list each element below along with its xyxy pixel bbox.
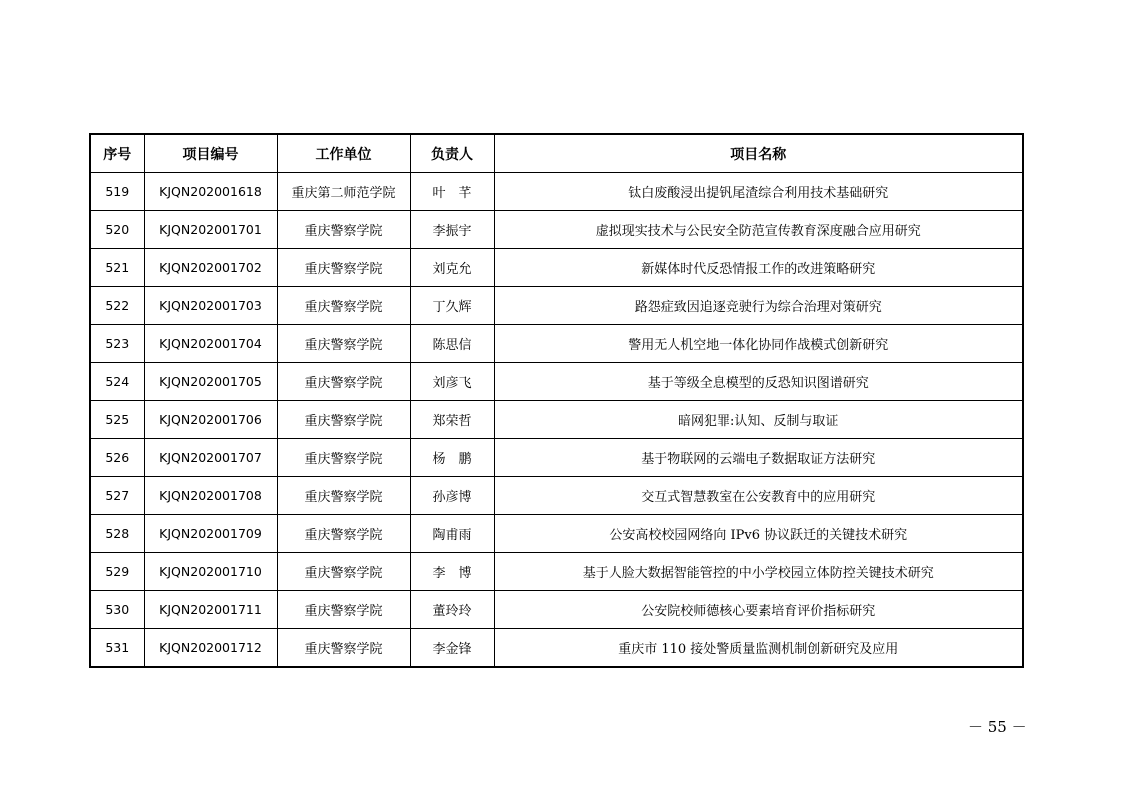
table-row xyxy=(90,211,1023,249)
cell-serial: 527 xyxy=(90,477,144,515)
cell-project-name: 警用无人机空地一体化协同作战模式创新研究 xyxy=(494,325,1023,363)
cell-work-unit: 重庆警察学院 xyxy=(277,211,410,249)
table-row xyxy=(90,629,1023,668)
table-header-row xyxy=(90,134,1023,173)
table-row xyxy=(90,553,1023,591)
cell-work-unit: 重庆警察学院 xyxy=(277,477,410,515)
header-work-unit: 工作单位 xyxy=(277,134,410,173)
cell-serial: 530 xyxy=(90,591,144,629)
cell-project-name: 新媒体时代反恐情报工作的改进策略研究 xyxy=(494,249,1023,287)
cell-project-code: KJQN202001704 xyxy=(144,325,277,363)
cell-project-name: 交互式智慧教室在公安教育中的应用研究 xyxy=(494,477,1023,515)
cell-project-code: KJQN202001709 xyxy=(144,515,277,553)
cell-serial: 521 xyxy=(90,249,144,287)
cell-work-unit: 重庆警察学院 xyxy=(277,401,410,439)
cell-project-name: 公安高校校园网络向 IPv6 协议跃迁的关键技术研究 xyxy=(494,515,1023,553)
table-row xyxy=(90,477,1023,515)
table-row xyxy=(90,591,1023,629)
cell-project-code: KJQN202001712 xyxy=(144,629,277,668)
cell-project-code: KJQN202001618 xyxy=(144,173,277,211)
cell-project-name: 路怨症致因追逐竞驶行为综合治理对策研究 xyxy=(494,287,1023,325)
table-row xyxy=(90,401,1023,439)
cell-leader: 刘克允 xyxy=(410,249,494,287)
cell-serial: 520 xyxy=(90,211,144,249)
cell-project-code: KJQN202001705 xyxy=(144,363,277,401)
cell-project-code: KJQN202001711 xyxy=(144,591,277,629)
table-row xyxy=(90,363,1023,401)
cell-project-name: 重庆市 110 接处警质量监测机制创新研究及应用 xyxy=(494,629,1023,668)
cell-serial: 525 xyxy=(90,401,144,439)
cell-leader: 陶甫雨 xyxy=(410,515,494,553)
cell-project-code: KJQN202001702 xyxy=(144,249,277,287)
cell-work-unit: 重庆警察学院 xyxy=(277,249,410,287)
cell-leader: 郑荣哲 xyxy=(410,401,494,439)
cell-work-unit: 重庆警察学院 xyxy=(277,325,410,363)
cell-serial: 523 xyxy=(90,325,144,363)
table-row xyxy=(90,173,1023,211)
cell-leader: 李振宇 xyxy=(410,211,494,249)
header-leader: 负责人 xyxy=(410,134,494,173)
cell-leader: 刘彦飞 xyxy=(410,363,494,401)
header-project-code: 项目编号 xyxy=(144,134,277,173)
page-number: － 55 － xyxy=(968,718,1027,736)
cell-project-name: 基于人脸大数据智能管控的中小学校园立体防控关键技术研究 xyxy=(494,553,1023,591)
table-row xyxy=(90,515,1023,553)
cell-serial: 522 xyxy=(90,287,144,325)
cell-project-name: 基于物联网的云端电子数据取证方法研究 xyxy=(494,439,1023,477)
cell-leader: 董玲玲 xyxy=(410,591,494,629)
cell-project-name: 钛白废酸浸出提钒尾渣综合利用技术基础研究 xyxy=(494,173,1023,211)
cell-leader: 李 博 xyxy=(410,553,494,591)
table-row xyxy=(90,249,1023,287)
cell-serial: 531 xyxy=(90,629,144,668)
cell-serial: 524 xyxy=(90,363,144,401)
cell-leader: 丁久辉 xyxy=(410,287,494,325)
cell-serial: 526 xyxy=(90,439,144,477)
cell-project-name: 基于等级全息模型的反恐知识图谱研究 xyxy=(494,363,1023,401)
table-body xyxy=(90,173,1023,668)
cell-project-name: 虚拟现实技术与公民安全防范宣传教育深度融合应用研究 xyxy=(494,211,1023,249)
header-project-name: 项目名称 xyxy=(494,134,1023,173)
cell-project-code: KJQN202001701 xyxy=(144,211,277,249)
cell-work-unit: 重庆警察学院 xyxy=(277,363,410,401)
cell-work-unit: 重庆警察学院 xyxy=(277,629,410,668)
table-row xyxy=(90,439,1023,477)
cell-work-unit: 重庆警察学院 xyxy=(277,287,410,325)
cell-leader: 陈思信 xyxy=(410,325,494,363)
cell-project-code: KJQN202001710 xyxy=(144,553,277,591)
cell-project-code: KJQN202001707 xyxy=(144,439,277,477)
cell-serial: 529 xyxy=(90,553,144,591)
header-serial: 序号 xyxy=(90,134,144,173)
cell-project-name: 公安院校师德核心要素培育评价指标研究 xyxy=(494,591,1023,629)
cell-project-name: 暗网犯罪:认知、反制与取证 xyxy=(494,401,1023,439)
cell-project-code: KJQN202001706 xyxy=(144,401,277,439)
project-table xyxy=(89,133,1024,668)
cell-leader: 孙彦博 xyxy=(410,477,494,515)
cell-project-code: KJQN202001708 xyxy=(144,477,277,515)
cell-project-code: KJQN202001703 xyxy=(144,287,277,325)
cell-work-unit: 重庆警察学院 xyxy=(277,515,410,553)
cell-work-unit: 重庆警察学院 xyxy=(277,591,410,629)
cell-work-unit: 重庆警察学院 xyxy=(277,439,410,477)
table-row xyxy=(90,287,1023,325)
cell-work-unit: 重庆警察学院 xyxy=(277,553,410,591)
cell-leader: 李金锋 xyxy=(410,629,494,668)
cell-leader: 杨 鹏 xyxy=(410,439,494,477)
cell-leader: 叶 芊 xyxy=(410,173,494,211)
cell-serial: 519 xyxy=(90,173,144,211)
table-row xyxy=(90,325,1023,363)
cell-serial: 528 xyxy=(90,515,144,553)
cell-work-unit: 重庆第二师范学院 xyxy=(277,173,410,211)
